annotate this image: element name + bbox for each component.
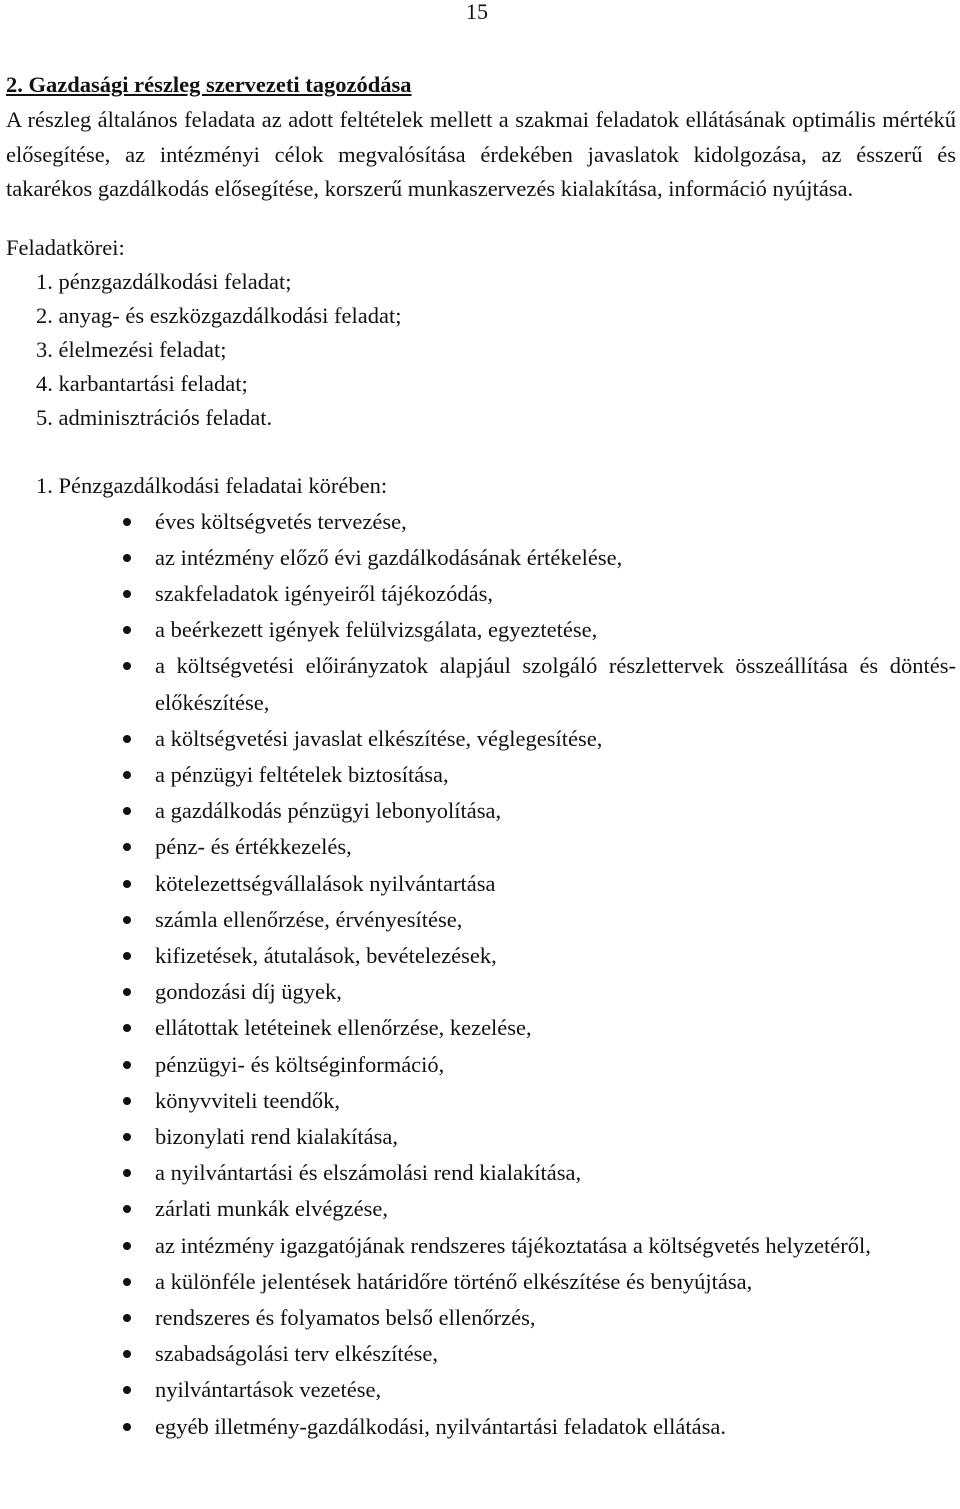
bullet-text: kifizetések, átutalások, bevételezések, <box>155 942 497 968</box>
bullet-dot-icon <box>123 1061 131 1069</box>
bullet-item <box>6 1372 956 1408</box>
bullet-dot-icon <box>123 1024 131 1032</box>
bullet-dot-icon <box>123 518 131 526</box>
section-heading: 2. Gazdasági részleg szervezeti tagozódása <box>6 72 412 97</box>
bullet-dot-icon <box>123 590 131 598</box>
bullet-text: szakfeladatok igényeiről tájékozódás, <box>155 580 493 606</box>
bullet-dot-icon <box>123 807 131 815</box>
bullet-text: a pénzügyi feltételek biztosítása, <box>155 761 449 787</box>
task-item: 2. anyag- és eszközgazdálkodási feladat; <box>36 302 402 328</box>
bullet-dot-icon <box>123 1386 131 1394</box>
bullet-dot-icon <box>123 843 131 851</box>
bullet-text: szabadságolási terv elkészítése, <box>155 1341 439 1367</box>
bullet-dot-icon <box>123 1169 131 1177</box>
bullet-dot-icon <box>123 771 131 779</box>
bullet-text: a beérkezett igények felülvizsgálata, egyeztetése, <box>155 617 598 643</box>
bullet-item <box>6 540 956 576</box>
subsection-heading: 1. Pénzgazdálkodási feladatai körében: <box>36 472 388 498</box>
bullet-dot-icon <box>123 735 131 743</box>
bullet-item <box>6 1083 956 1119</box>
bullet-text: pénz- és értékkezelés, <box>155 834 352 860</box>
task-item: 3. élelmezési feladat; <box>36 336 227 362</box>
bullet-text: kötelezettségvállalások nyilvántartása <box>155 870 496 896</box>
bullet-dot-icon <box>123 1278 131 1286</box>
bullet-item <box>6 938 956 974</box>
bullet-item <box>6 1228 956 1264</box>
bullet-text: bizonylati rend kialakítása, <box>155 1123 399 1149</box>
bullet-item <box>6 866 956 902</box>
bullet-item <box>6 1010 956 1046</box>
bullet-dot-icon <box>123 1097 131 1105</box>
bullet-item <box>6 793 956 829</box>
bullet-text: egyéb illetmény-gazdálkodási, nyilvántartási feladatok ellátása. <box>155 1413 727 1439</box>
task-item: 4. karbantartási feladat; <box>36 370 248 396</box>
bullet-item <box>6 829 956 865</box>
bullet-item <box>6 576 956 612</box>
bullet-item <box>6 1047 956 1083</box>
task-item: 1. pénzgazdálkodási feladat; <box>36 268 292 294</box>
bullet-text: az intézmény előző évi gazdálkodásának értékelése, <box>155 544 623 570</box>
bullet-dot-icon <box>123 554 131 562</box>
bullet-item <box>6 612 956 648</box>
bullet-text: számla ellenőrzése, érvényesítése, <box>155 906 463 932</box>
bullet-list <box>6 504 956 1445</box>
bullet-dot-icon <box>123 1205 131 1213</box>
bullet-dot-icon <box>123 1133 131 1141</box>
bullet-dot-icon <box>123 662 131 670</box>
bullet-text: ellátottak letéteinek ellenőrzése, kezelése, <box>155 1015 532 1041</box>
bullet-text: a költségvetési előirányzatok alapjául szolgáló részlettervek összeállítása és döntés-előkészítése, <box>155 653 956 715</box>
bullet-text: gondozási díj ügyek, <box>155 979 342 1005</box>
bullet-text: a nyilvántartási és elszámolási rend kialakítása, <box>155 1160 582 1186</box>
bullet-item <box>6 1191 956 1227</box>
bullet-dot-icon <box>123 1423 131 1431</box>
bullet-item <box>6 1119 956 1155</box>
bullet-text: a különféle jelentések határidőre történő elkészítése és benyújtása, <box>155 1268 753 1294</box>
document-body <box>6 67 956 1445</box>
bullet-text: könyvviteli teendők, <box>155 1087 340 1113</box>
bullet-item <box>6 1336 956 1372</box>
bullet-dot-icon <box>123 916 131 924</box>
bullet-text: a költségvetési javaslat elkészítése, véglegesítése, <box>155 725 603 751</box>
bullet-item <box>6 902 956 938</box>
bullet-dot-icon <box>123 988 131 996</box>
bullet-item <box>6 1155 956 1191</box>
tasks-label: Feladatkörei: <box>6 234 125 260</box>
bullet-item <box>6 1300 956 1336</box>
bullet-dot-icon <box>123 1242 131 1250</box>
bullet-text: az intézmény igazgatójának rendszeres tájékoztatása a költségvetés helyzetéről, <box>155 1232 871 1258</box>
bullet-text: éves költségvetés tervezése, <box>155 508 407 534</box>
bullet-item <box>6 648 956 720</box>
page-number: 15 <box>466 0 488 24</box>
bullet-text: nyilvántartások vezetése, <box>155 1377 382 1403</box>
bullet-dot-icon <box>123 880 131 888</box>
bullet-dot-icon <box>123 1350 131 1358</box>
bullet-dot-icon <box>123 1314 131 1322</box>
bullet-item <box>6 974 956 1010</box>
bullet-text: zárlati munkák elvégzése, <box>155 1196 389 1222</box>
bullet-item <box>6 504 956 540</box>
bullet-dot-icon <box>123 952 131 960</box>
bullet-item <box>6 1409 956 1445</box>
bullet-text: pénzügyi- és költséginformáció, <box>155 1051 445 1077</box>
bullet-item <box>6 1264 956 1300</box>
intro-paragraph: A részleg általános feladata az adott feltételek mellett a szakmai feladatok ellátásának optimális mértékű elősegítése, az intézményi célok megvalósítása érdekében javaslatok kidolgozása, az ésszerű és takarékos gazdálkodás elősegítése, korszerű munkaszervezés kialakítása, információ nyújtása. <box>6 107 956 201</box>
bullet-item <box>6 757 956 793</box>
task-item: 5. adminisztrációs feladat. <box>36 404 273 430</box>
task-list <box>6 265 956 435</box>
bullet-text: rendszeres és folyamatos belső ellenőrzés, <box>155 1304 536 1330</box>
bullet-text: a gazdálkodás pénzügyi lebonyolítása, <box>155 798 502 824</box>
bullet-dot-icon <box>123 626 131 634</box>
bullet-item <box>6 721 956 757</box>
